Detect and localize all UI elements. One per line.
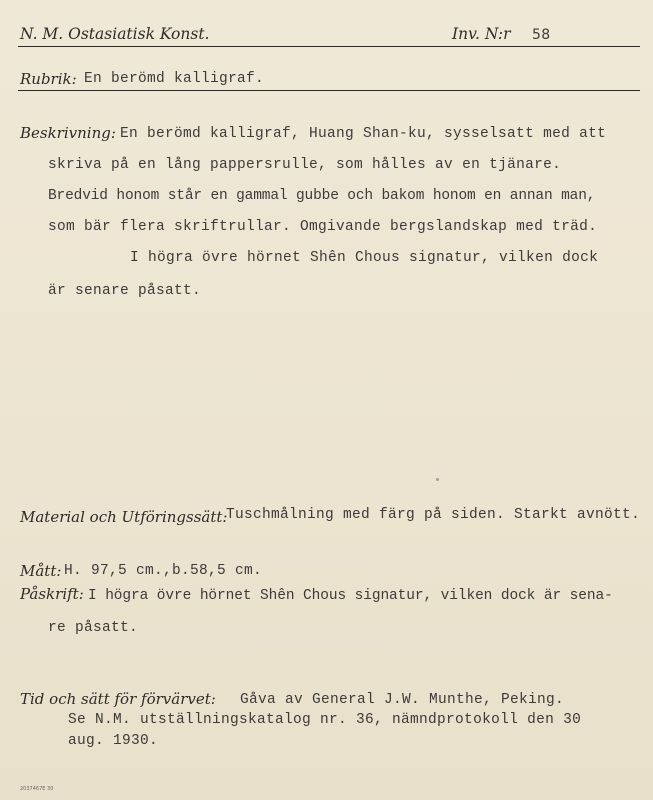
beskrivning-line-3: Bredvid honom står en gammal gubbe och bakom honom en annan man, — [48, 188, 596, 204]
inv-number: 58 — [532, 27, 551, 43]
forvarvet-label: Tid och sätt för förvärvet: — [20, 690, 216, 708]
rubrik-rule — [18, 90, 640, 91]
matt-label: Mått: — [20, 562, 62, 580]
forvarvet-line-3: aug. 1930. — [68, 733, 159, 749]
forvarvet-line-2: Se N.M. utställningskatalog nr. 36, nämndprotokoll den 30 — [68, 712, 582, 728]
paper-speck — [436, 478, 439, 481]
material-value: Tuschmålning med färg på siden. Starkt avnött. — [226, 507, 641, 523]
beskrivning-label: Beskrivning: — [20, 124, 116, 142]
beskrivning-line-4: som bär flera skriftrullar. Omgivande bergslandskap med träd. — [48, 219, 598, 235]
beskrivning-line-2: skriva på en lång pappersrulle, som hålles av en tjänare. — [48, 157, 562, 173]
forvarvet-line-1: Gåva av General J.W. Munthe, Peking. — [240, 692, 565, 708]
paskrift-line-1: I högra övre hörnet Shên Chous signatur, vilken dock är sena- — [88, 588, 613, 604]
header-rule — [18, 46, 640, 47]
beskrivning-line-6: är senare påsatt. — [48, 283, 202, 299]
institution-header: N. M. Ostasiatisk Konst. — [20, 25, 210, 43]
paskrift-label: Påskrift: — [20, 585, 84, 603]
rubrik-label: Rubrik: — [20, 70, 77, 88]
printer-mark: 2037467E 30 — [20, 786, 54, 792]
rubrik-value: En berömd kalligraf. — [84, 71, 265, 87]
matt-value: H. 97,5 cm.,b.58,5 cm. — [64, 563, 263, 579]
beskrivning-line-1: En berömd kalligraf, Huang Shan-ku, sysselsatt med att — [120, 126, 607, 142]
inv-label: Inv. N:r — [452, 25, 511, 43]
beskrivning-line-5: I högra övre hörnet Shên Chous signatur, vilken dock — [130, 250, 599, 266]
paskrift-line-2: re påsatt. — [48, 620, 139, 636]
material-label: Material och Utföringssätt: — [20, 508, 228, 526]
